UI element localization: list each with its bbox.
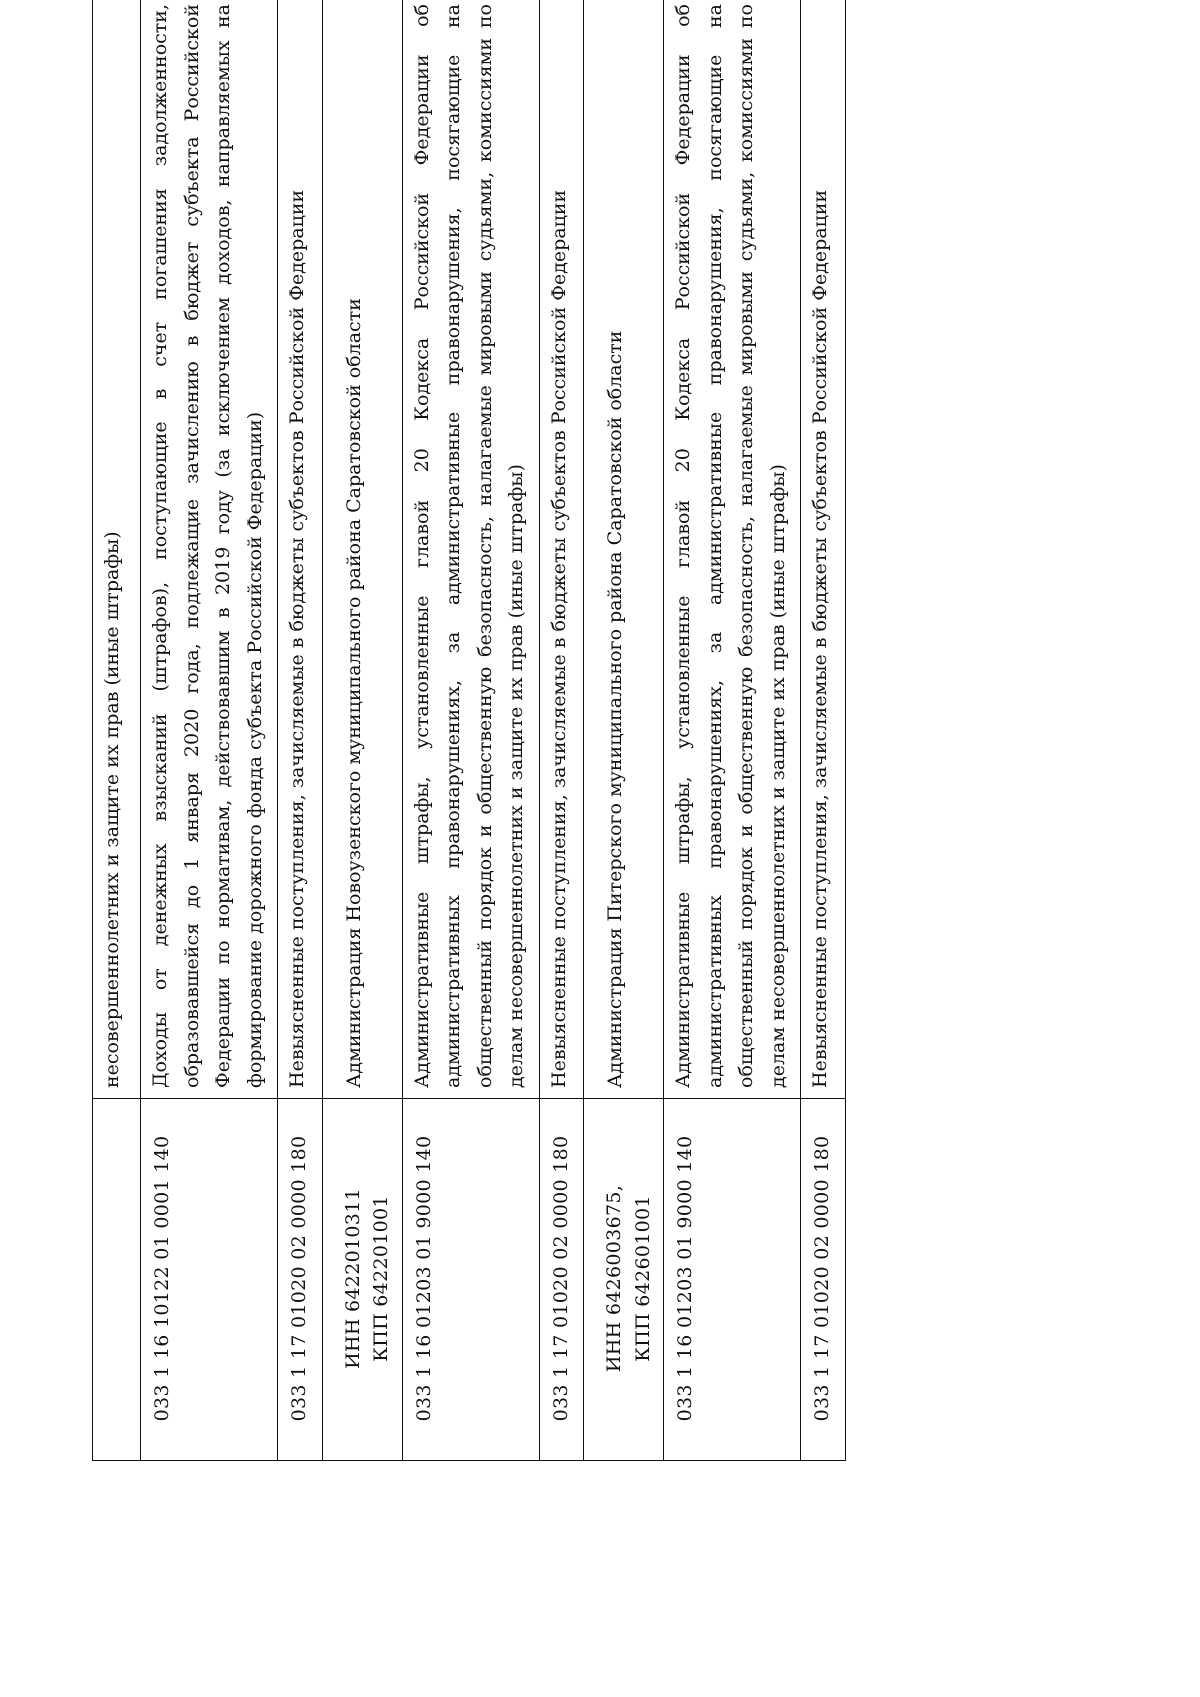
description-cell: несовершеннолетних и защите их прав (иные штрафы) (93, 0, 141, 1099)
administrator-name-cell: Администрация Питерского муниципального района Саратовской области (584, 0, 664, 1099)
code-cell: 033 1 17 01020 02 0000 180 (801, 1099, 846, 1461)
code-cell: 033 1 17 01020 02 0000 180 (539, 1099, 584, 1461)
code-cell: 033 1 16 10122 01 0001 140 (141, 1099, 278, 1461)
administrator-name-cell: Администрация Новоузенского муниципального района Саратовской области (322, 0, 402, 1099)
inn-kpp-cell (584, 1099, 664, 1461)
kpp-line: КПП 642601001 (631, 1195, 654, 1362)
table-row (141, 0, 278, 1461)
description-cell: Невыясненные поступления, зачисляемые в бюджеты субъектов Российской Федерации (278, 0, 323, 1099)
table-row (322, 0, 402, 1461)
table-row (664, 0, 801, 1461)
code-cell: 033 1 16 01203 01 9000 140 (664, 1099, 801, 1461)
inn-line: ИНН 6422010311 (341, 1188, 364, 1369)
description-cell: Невыясненные поступления, зачисляемые в бюджеты субъектов Российской Федерации (801, 0, 846, 1099)
table-row (584, 0, 664, 1461)
revenue-codes-table (92, 0, 846, 1461)
inn-kpp-cell (322, 1099, 402, 1461)
description-cell: Административные штрафы, установленные главой 20 Кодекса Российской Федерации об административных правонарушениях, за административные правонарушения, посягающие на общественный порядок и общественную безопасность, налагаемые мировыми судьями, комиссиями по делам несовершеннолетних и защите их прав (иные штрафы) (402, 0, 539, 1099)
inn-line: ИНН 6426003675, (603, 1184, 626, 1373)
table-row (278, 0, 323, 1461)
table-row (93, 0, 141, 1461)
description-cell: Доходы от денежных взысканий (штрафов), поступающие в счет погашения задолженности, образовавшейся до 1 января 2020 года, подлежащие зачислению в бюджет субъекта Российской Федерации по нормативам, действовавшим в 2019 году (за исключением доходов, направляемых на формирование дорожного фонда субъекта Российской Федерации) (141, 0, 278, 1099)
description-cell: Административные штрафы, установленные главой 20 Кодекса Российской Федерации об административных правонарушениях, за административные правонарушения, посягающие на общественный порядок и общественную безопасность, налагаемые мировыми судьями, комиссиями по делам несовершеннолетних и защите их прав (иные штрафы) (664, 0, 801, 1099)
code-cell: 033 1 17 01020 02 0000 180 (278, 1099, 323, 1461)
code-cell (93, 1099, 141, 1461)
code-cell: 033 1 16 01203 01 9000 140 (402, 1099, 539, 1461)
table-row (801, 0, 846, 1461)
description-cell: Невыясненные поступления, зачисляемые в бюджеты субъектов Российской Федерации (539, 0, 584, 1099)
table-row (402, 0, 539, 1461)
kpp-line: КПП 642201001 (370, 1195, 393, 1362)
table-row (539, 0, 584, 1461)
